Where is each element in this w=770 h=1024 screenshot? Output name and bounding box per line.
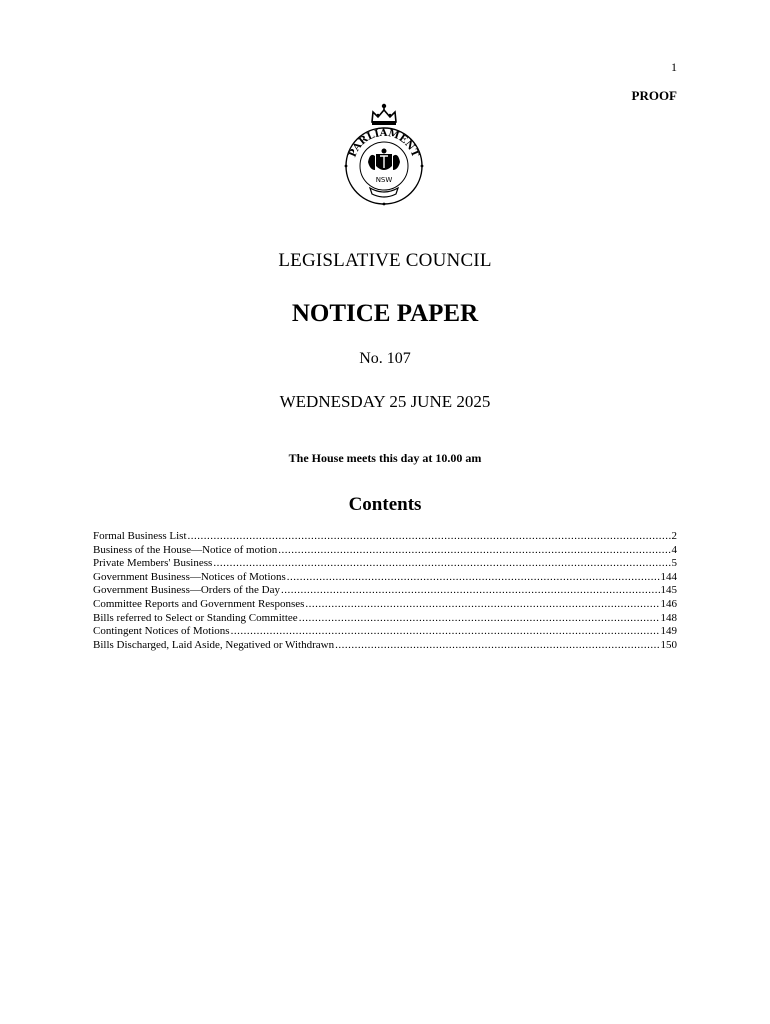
toc-entry-label: Bills referred to Select or Standing Committee bbox=[93, 611, 298, 624]
paper-number: No. 107 bbox=[359, 350, 411, 367]
crown-icon bbox=[372, 104, 396, 125]
toc-entry-label: Contingent Notices of Motions bbox=[93, 625, 230, 638]
toc-entry-page: 4 bbox=[671, 543, 677, 556]
toc-entry[interactable] bbox=[93, 612, 677, 626]
toc-entry-label: Government Business—Orders of the Day bbox=[93, 584, 280, 597]
page-number: 1 bbox=[671, 60, 677, 74]
crest-inner-text: NSW bbox=[375, 176, 393, 184]
crest-arc-text: PARLIAMENT bbox=[347, 127, 421, 159]
toc-entry[interactable] bbox=[93, 530, 677, 544]
parliament-nsw-crest-logo bbox=[342, 100, 426, 208]
toc-leader bbox=[305, 598, 659, 612]
toc-entry-page: 148 bbox=[660, 611, 677, 624]
toc-leader bbox=[213, 557, 670, 571]
document-title: NOTICE PAPER bbox=[291, 300, 479, 327]
toc-entry-label: Business of the House—Notice of motion bbox=[93, 543, 278, 556]
toc-entry-label: Government Business—Notices of Motions bbox=[93, 570, 286, 583]
toc-entry[interactable] bbox=[93, 598, 677, 612]
council-name: LEGISLATIVE COUNCIL bbox=[278, 250, 492, 271]
toc-leader bbox=[287, 571, 660, 585]
toc-entry-page: 5 bbox=[671, 557, 677, 570]
toc-entry-page: 145 bbox=[660, 584, 677, 597]
toc-entry[interactable] bbox=[93, 571, 677, 585]
toc-entry-page: 150 bbox=[660, 638, 677, 651]
toc-entry-label: Private Members' Business bbox=[93, 557, 213, 570]
toc-entry[interactable] bbox=[93, 557, 677, 571]
toc-entry[interactable] bbox=[93, 544, 677, 558]
toc-leader bbox=[299, 612, 660, 626]
toc-entry-page: 149 bbox=[660, 625, 677, 638]
toc-entry-page: 2 bbox=[671, 530, 677, 542]
meeting-note: The House meets this day at 10.00 am bbox=[288, 451, 482, 465]
proof-label: PROOF bbox=[631, 88, 677, 103]
toc-entry-page: 146 bbox=[660, 597, 677, 610]
toc-leader bbox=[231, 625, 660, 639]
toc-leader bbox=[281, 584, 660, 598]
toc-entry[interactable] bbox=[93, 584, 677, 598]
toc-entry-label: Bills Discharged, Laid Aside, Negatived or Withdrawn bbox=[93, 638, 335, 651]
toc-leader bbox=[335, 639, 659, 653]
toc-leader bbox=[278, 544, 670, 558]
table-of-contents bbox=[93, 530, 677, 652]
toc-entry[interactable] bbox=[93, 639, 677, 653]
toc-leader bbox=[188, 530, 671, 544]
toc-entry-page: 144 bbox=[660, 570, 677, 583]
sitting-date: WEDNESDAY 25 JUNE 2025 bbox=[279, 392, 491, 411]
toc-entry-label: Committee Reports and Government Responses bbox=[93, 597, 305, 610]
toc-entry-label: Formal Business List bbox=[93, 530, 187, 542]
coat-of-arms-icon bbox=[368, 149, 400, 171]
contents-heading: Contents bbox=[348, 494, 422, 515]
toc-entry[interactable] bbox=[93, 625, 677, 639]
